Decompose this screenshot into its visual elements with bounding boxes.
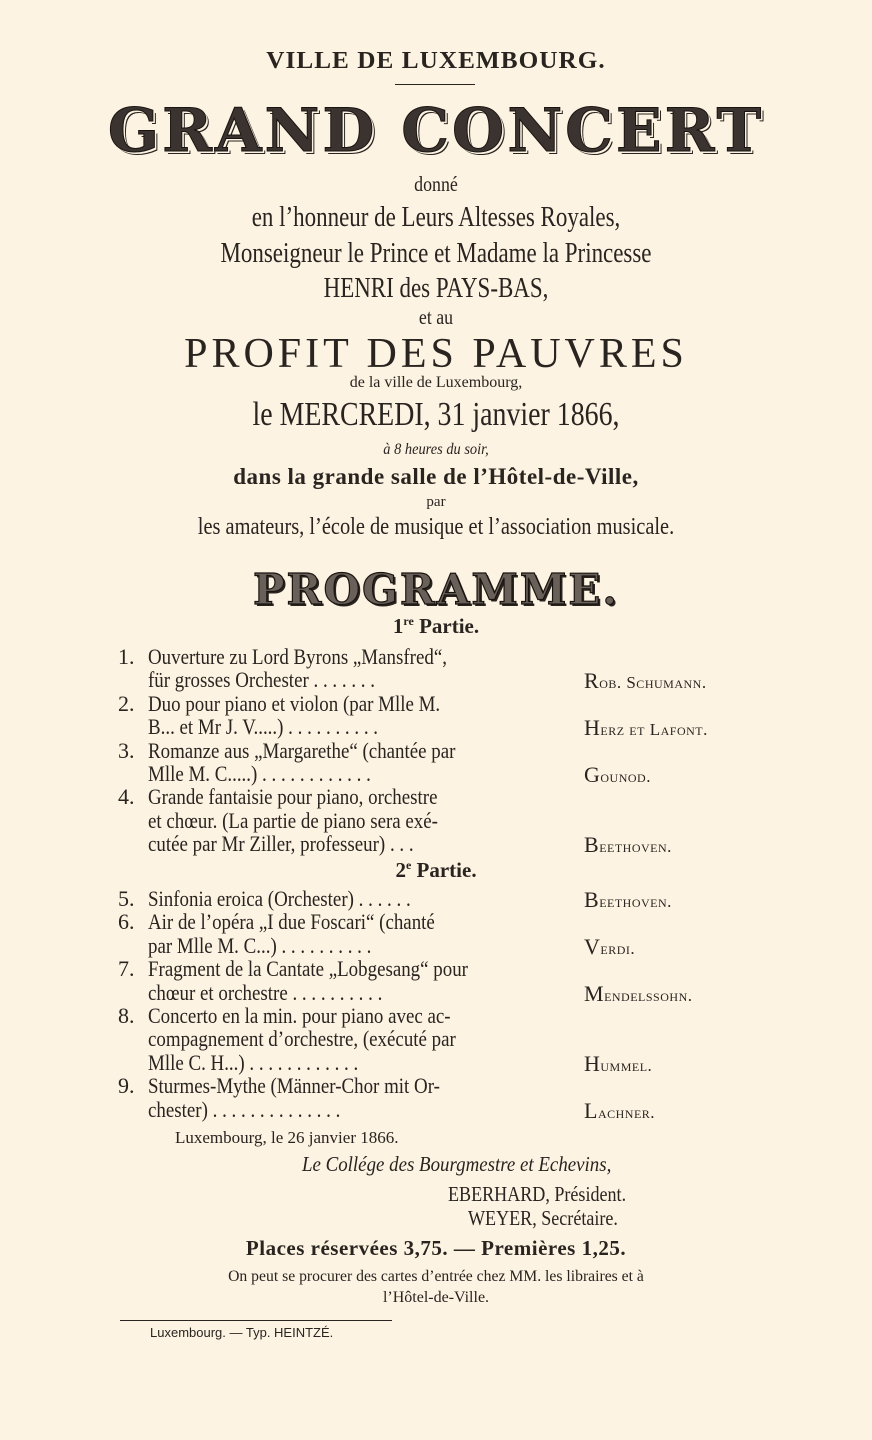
programme-item-line — [118, 1051, 778, 1074]
item-number: 5. — [118, 886, 135, 911]
divider — [395, 84, 475, 85]
item-number: 2. — [118, 690, 135, 716]
printer-credit: Luxembourg. — Typ. HEINTZÉ. — [150, 1325, 334, 1340]
item-text: B... et Mr J. V.....) . . . . . . . . . . — [148, 714, 379, 740]
city-heading: VILLE DE LUXEMBOURG. — [266, 48, 606, 74]
event-date: le MERCREDI, 31 janvier 1866, — [252, 396, 620, 433]
item-text: compagnement d’orchestre, (exécuté par — [148, 1026, 456, 1052]
divider — [120, 1320, 392, 1321]
programme-item-line — [118, 1098, 778, 1121]
programme-item-line — [118, 1027, 778, 1050]
item-number: 4. — [118, 784, 135, 810]
programme-item-line — [118, 645, 778, 668]
event-time: à 8 heures du soir, — [383, 441, 489, 458]
programme-list-part-2 — [118, 887, 778, 1121]
programme-item-line — [118, 981, 778, 1004]
item-composer: Herz et Lafont. — [584, 715, 708, 741]
item-number: 1. — [118, 644, 135, 669]
item-text: Duo pour piano et violon (par Mlle M. — [148, 690, 441, 716]
item-number: 8. — [118, 1002, 135, 1028]
item-number: 9. — [118, 1073, 135, 1099]
programme-item-line — [118, 809, 778, 832]
item-number: 7. — [118, 956, 135, 982]
programme-item-line — [118, 739, 778, 762]
item-composer: Mendelssohn. — [584, 980, 693, 1006]
president-signature: EBERHARD, Président. — [448, 1182, 627, 1206]
programme-item-line — [118, 910, 778, 933]
programme-item — [118, 784, 778, 858]
item-text: Mlle C. H...) . . . . . . . . . . . . — [148, 1049, 359, 1075]
part-ordinal: re — [403, 614, 414, 628]
part-heading — [0, 858, 872, 883]
item-text: Sturmes-Mythe (Männer-Chor mit Or- — [148, 1073, 440, 1099]
cause-subtitle: de la ville de Luxembourg, — [349, 374, 523, 391]
programme-item — [118, 957, 778, 1004]
programme-item-line — [118, 1004, 778, 1027]
ticket-prices: Places réservées 3,75. — Premières 1,25. — [245, 1236, 627, 1260]
programme-item — [118, 739, 778, 786]
given-text: donné — [414, 172, 458, 196]
concert-title: GRAND CONCERT — [107, 96, 765, 166]
item-text: par Mlle M. C...) . . . . . . . . . . — [148, 932, 372, 958]
item-composer: Hummel. — [584, 1050, 653, 1076]
programme-heading: PROGRAMME. — [252, 565, 620, 614]
programme-item — [118, 1074, 778, 1121]
programme-item-line — [118, 957, 778, 980]
programme-item — [118, 692, 778, 739]
item-number: 6. — [118, 909, 135, 935]
programme-item-line — [118, 887, 778, 910]
college-signature: Le Collége des Bourgmestre et Echevins, — [302, 1152, 612, 1176]
programme-item-line — [118, 714, 778, 741]
item-text: Fragment de la Cantate „Lobgesang“ pour — [148, 956, 468, 982]
programme-item-line — [118, 667, 778, 694]
programme-item-line — [118, 1074, 778, 1097]
item-text: Ouverture zu Lord Byrons „Mansfred“, — [148, 644, 447, 669]
item-composer: Rob. Schumann. — [584, 668, 707, 694]
names-line: HENRI des PAYS-BAS, — [323, 273, 549, 304]
programme-item-line — [118, 831, 778, 858]
item-text: Concerto en la min. pour piano avec ac- — [148, 1002, 451, 1028]
item-composer: Beethoven. — [584, 887, 672, 912]
item-text: Sinfonia eroica (Orchester) . . . . . . — [148, 886, 411, 911]
item-composer: Verdi. — [584, 933, 636, 959]
item-text: cutée par Mr Ziller, professeur) . . . — [148, 831, 414, 857]
and-line: et au — [418, 305, 454, 329]
item-text: et chœur. (La partie de piano sera exé- — [148, 807, 438, 833]
part-heading — [0, 614, 872, 639]
by-text: par — [426, 494, 446, 510]
item-text: Air de l’opéra „I due Foscari“ (chanté — [148, 909, 435, 935]
item-text: Grande fantaisie pour piano, orchestre — [148, 784, 438, 810]
item-composer: Lachner. — [584, 1097, 656, 1123]
programme-item — [118, 910, 778, 957]
part-label: Partie. — [419, 614, 480, 638]
item-number: 3. — [118, 737, 135, 763]
cause-heading: PROFIT DES PAUVRES — [184, 331, 688, 377]
ticket-info-line-2: l’Hôtel-de-Ville. — [382, 1289, 490, 1306]
item-text: Romanze aus „Margarethe“ (chantée par — [148, 737, 456, 763]
ticket-info-line-1: On peut se procurer des cartes d’entrée chez MM. les libraires et à — [228, 1268, 644, 1285]
item-text: Mlle M. C.....) . . . . . . . . . . . . — [148, 760, 371, 786]
honor-line: en l’honneur de Leurs Altesses Royales, — [251, 202, 621, 233]
programme-item — [118, 1004, 778, 1074]
programme-item-line — [118, 785, 778, 808]
programme-item-line — [118, 692, 778, 715]
programme-list-part-1 — [118, 645, 778, 856]
item-composer: Beethoven. — [584, 832, 672, 858]
item-text: für grosses Orchester . . . . . . . — [148, 667, 375, 693]
item-text: chester) . . . . . . . . . . . . . . — [148, 1096, 341, 1122]
part-label: Partie. — [416, 858, 477, 882]
item-text: chœur et orchestre . . . . . . . . . . — [148, 979, 383, 1005]
part-ordinal: e — [405, 858, 412, 872]
event-venue: dans la grande salle de l’Hôtel-de-Ville, — [233, 464, 639, 489]
place-date: Luxembourg, le 26 janvier 1866. — [175, 1128, 399, 1147]
item-composer: Gounod. — [584, 761, 651, 787]
part-number: 2 — [395, 858, 406, 882]
performers-line: les amateurs, l’école de musique et l’association musicale. — [197, 514, 675, 540]
programme-item — [118, 645, 778, 692]
part-number: 1 — [392, 614, 404, 638]
programme-item-line — [118, 762, 778, 785]
secretary-signature: WEYER, Secrétaire. — [468, 1206, 618, 1230]
programme-item-line — [118, 934, 778, 957]
honorees-line: Monseigneur le Prince et Madame la Princesse — [220, 238, 652, 269]
programme-item — [118, 887, 778, 910]
